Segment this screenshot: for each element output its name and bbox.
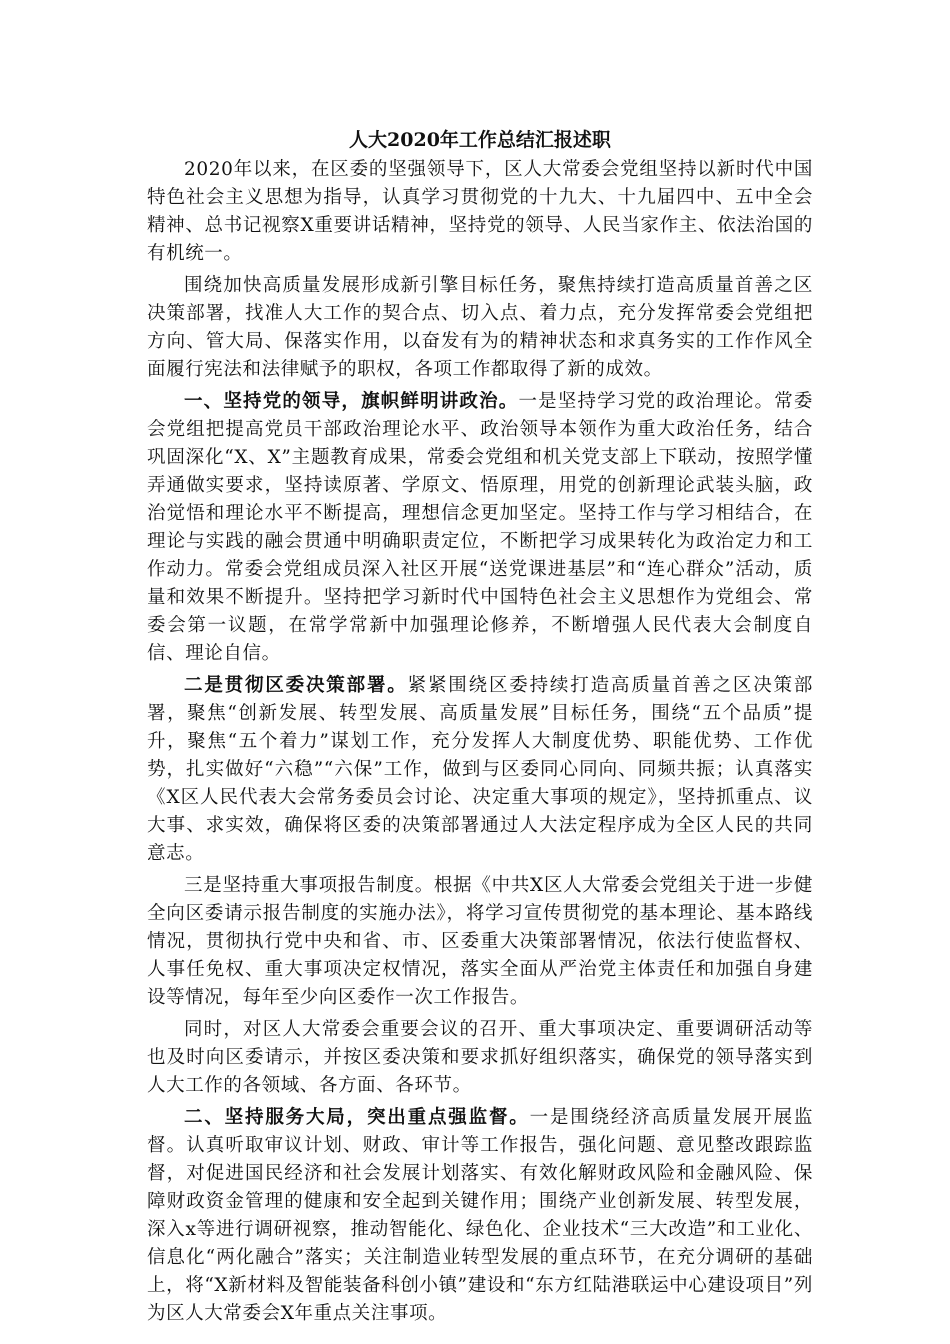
document-page xyxy=(147,126,813,1332)
section-heading: 二、坚持服务大局，突出重点强监督。 xyxy=(184,1107,530,1128)
paragraph-section-two xyxy=(147,1104,813,1328)
paragraph-text: 一是围绕经济高质量发展开展监督。认真听取审议计划、财政、审计等工作报告，强化问题、意见整改跟踪监督，对促进国民经济和社会发展计划落实、有效化解财政风险和金融风险、保障财政资金管理的健康和安全起到关键作用；围绕产业创新发展、转型发展，深入x等进行调研视察，推动智能化、绿色化、企业技术“三大改造”和工业化、信息化“两化融合”落实；关注制造业转型发展的重点环节，在充分调研的基础上，将“X新材料及智能装备科创小镇”建设和“东方红陆港联运中心建设项目”列为区人大常委会X年重点关注事项。 xyxy=(147,1107,813,1324)
paragraph-text: 2020年以来，在区委的坚强领导下，区人大常委会党组坚持以新时代中国特色社会主义思想为指导，认真学习贯彻党的十九大、十九届四中、五中全会精神、总书记视察X重要讲话精神，坚持党的领导、人民当家作主、依法治国的有机统一。 xyxy=(147,159,813,264)
paragraph-text: 紧紧围绕区委持续打造高质量首善之区决策部署，聚焦“创新发展、转型发展、高质量发展”目标任务，围绕“五个品质”提升，聚焦“五个着力”谋划工作，充分发挥人大制度优势、职能优势、工作优势，扎实做好“六稳”“六保”工作，做到与区委同心同向、同频共振；认真落实《X区人民代表大会常务委员会讨论、决定重大事项的规定》，坚持抓重点、议大事、求实效，确保将区委的决策部署通过人大法定程序成为全区人民的共同意志。 xyxy=(147,675,813,864)
paragraph-reporting xyxy=(147,872,813,1012)
paragraph-intro xyxy=(147,156,813,268)
section-subheading: 二是贯彻区委决策部署。 xyxy=(184,675,408,696)
paragraph-text: 同时，对区人大常委会重要会议的召开、重大事项决定、重要调研活动等也及时向区委请示，并按区委决策和要求抓好组织落实，确保党的领导落实到人大工作的各领域、各方面、各环节。 xyxy=(147,1019,813,1096)
paragraph-text: 一是坚持学习党的政治理论。常委会党组把提高党员干部政治理论水平、政治领导本领作为重大政治任务，结合巩固深化“X、X”主题教育成果，常委会党组和机关党支部上下联动，按照学懂弄通做实要求，坚持读原著、学原文、悟原理，用党的创新理论武装头脑，政治觉悟和理论水平不断提高，理想信念更加坚定。坚持工作与学习相结合，在理论与实践的融会贯通中明确职责定位，不断把学习成果转化为政治定力和工作动力。常委会党组成员深入社区开展“送党课进基层”和“连心群众”活动，质量和效果不断提升。坚持把学习新时代中国特色社会主义思想作为党组会、常委会第一议题，在常学常新中加强理论修养，不断增强人民代表大会制度自信、理论自信。 xyxy=(147,391,813,664)
paragraph-text: 三是坚持重大事项报告制度。根据《中共X区人大常委会党组关于进一步健全向区委请示报告制度的实施办法》，将学习宣传贯彻党的基本理论、基本路线情况，贯彻执行党中央和省、市、区委重大决策部署情况，依法行使监督权、人事任免权、重大事项决定权情况，落实全面从严治党主体责任和加强自身建设等情况，每年至少向区委作一次工作报告。 xyxy=(147,875,813,1008)
paragraph-decisions xyxy=(147,672,813,868)
paragraph-section-one xyxy=(147,388,813,668)
paragraph-text: 围绕加快高质量发展形成新引擎目标任务，聚焦持续打造高质量首善之区决策部署，找准人大工作的契合点、切入点、着力点，充分发挥常委会党组把方向、管大局、保落实作用，以奋发有为的精神状态和求真务实的工作作风全面履行宪法和法律赋予的职权，各项工作都取得了新的成效。 xyxy=(147,275,813,380)
document-title: 人大2020年工作总结汇报述职 xyxy=(349,129,611,151)
paragraph-requests xyxy=(147,1016,813,1100)
paragraph-goals xyxy=(147,272,813,384)
section-heading: 一、坚持党的领导，旗帜鲜明讲政治。 xyxy=(184,391,519,412)
